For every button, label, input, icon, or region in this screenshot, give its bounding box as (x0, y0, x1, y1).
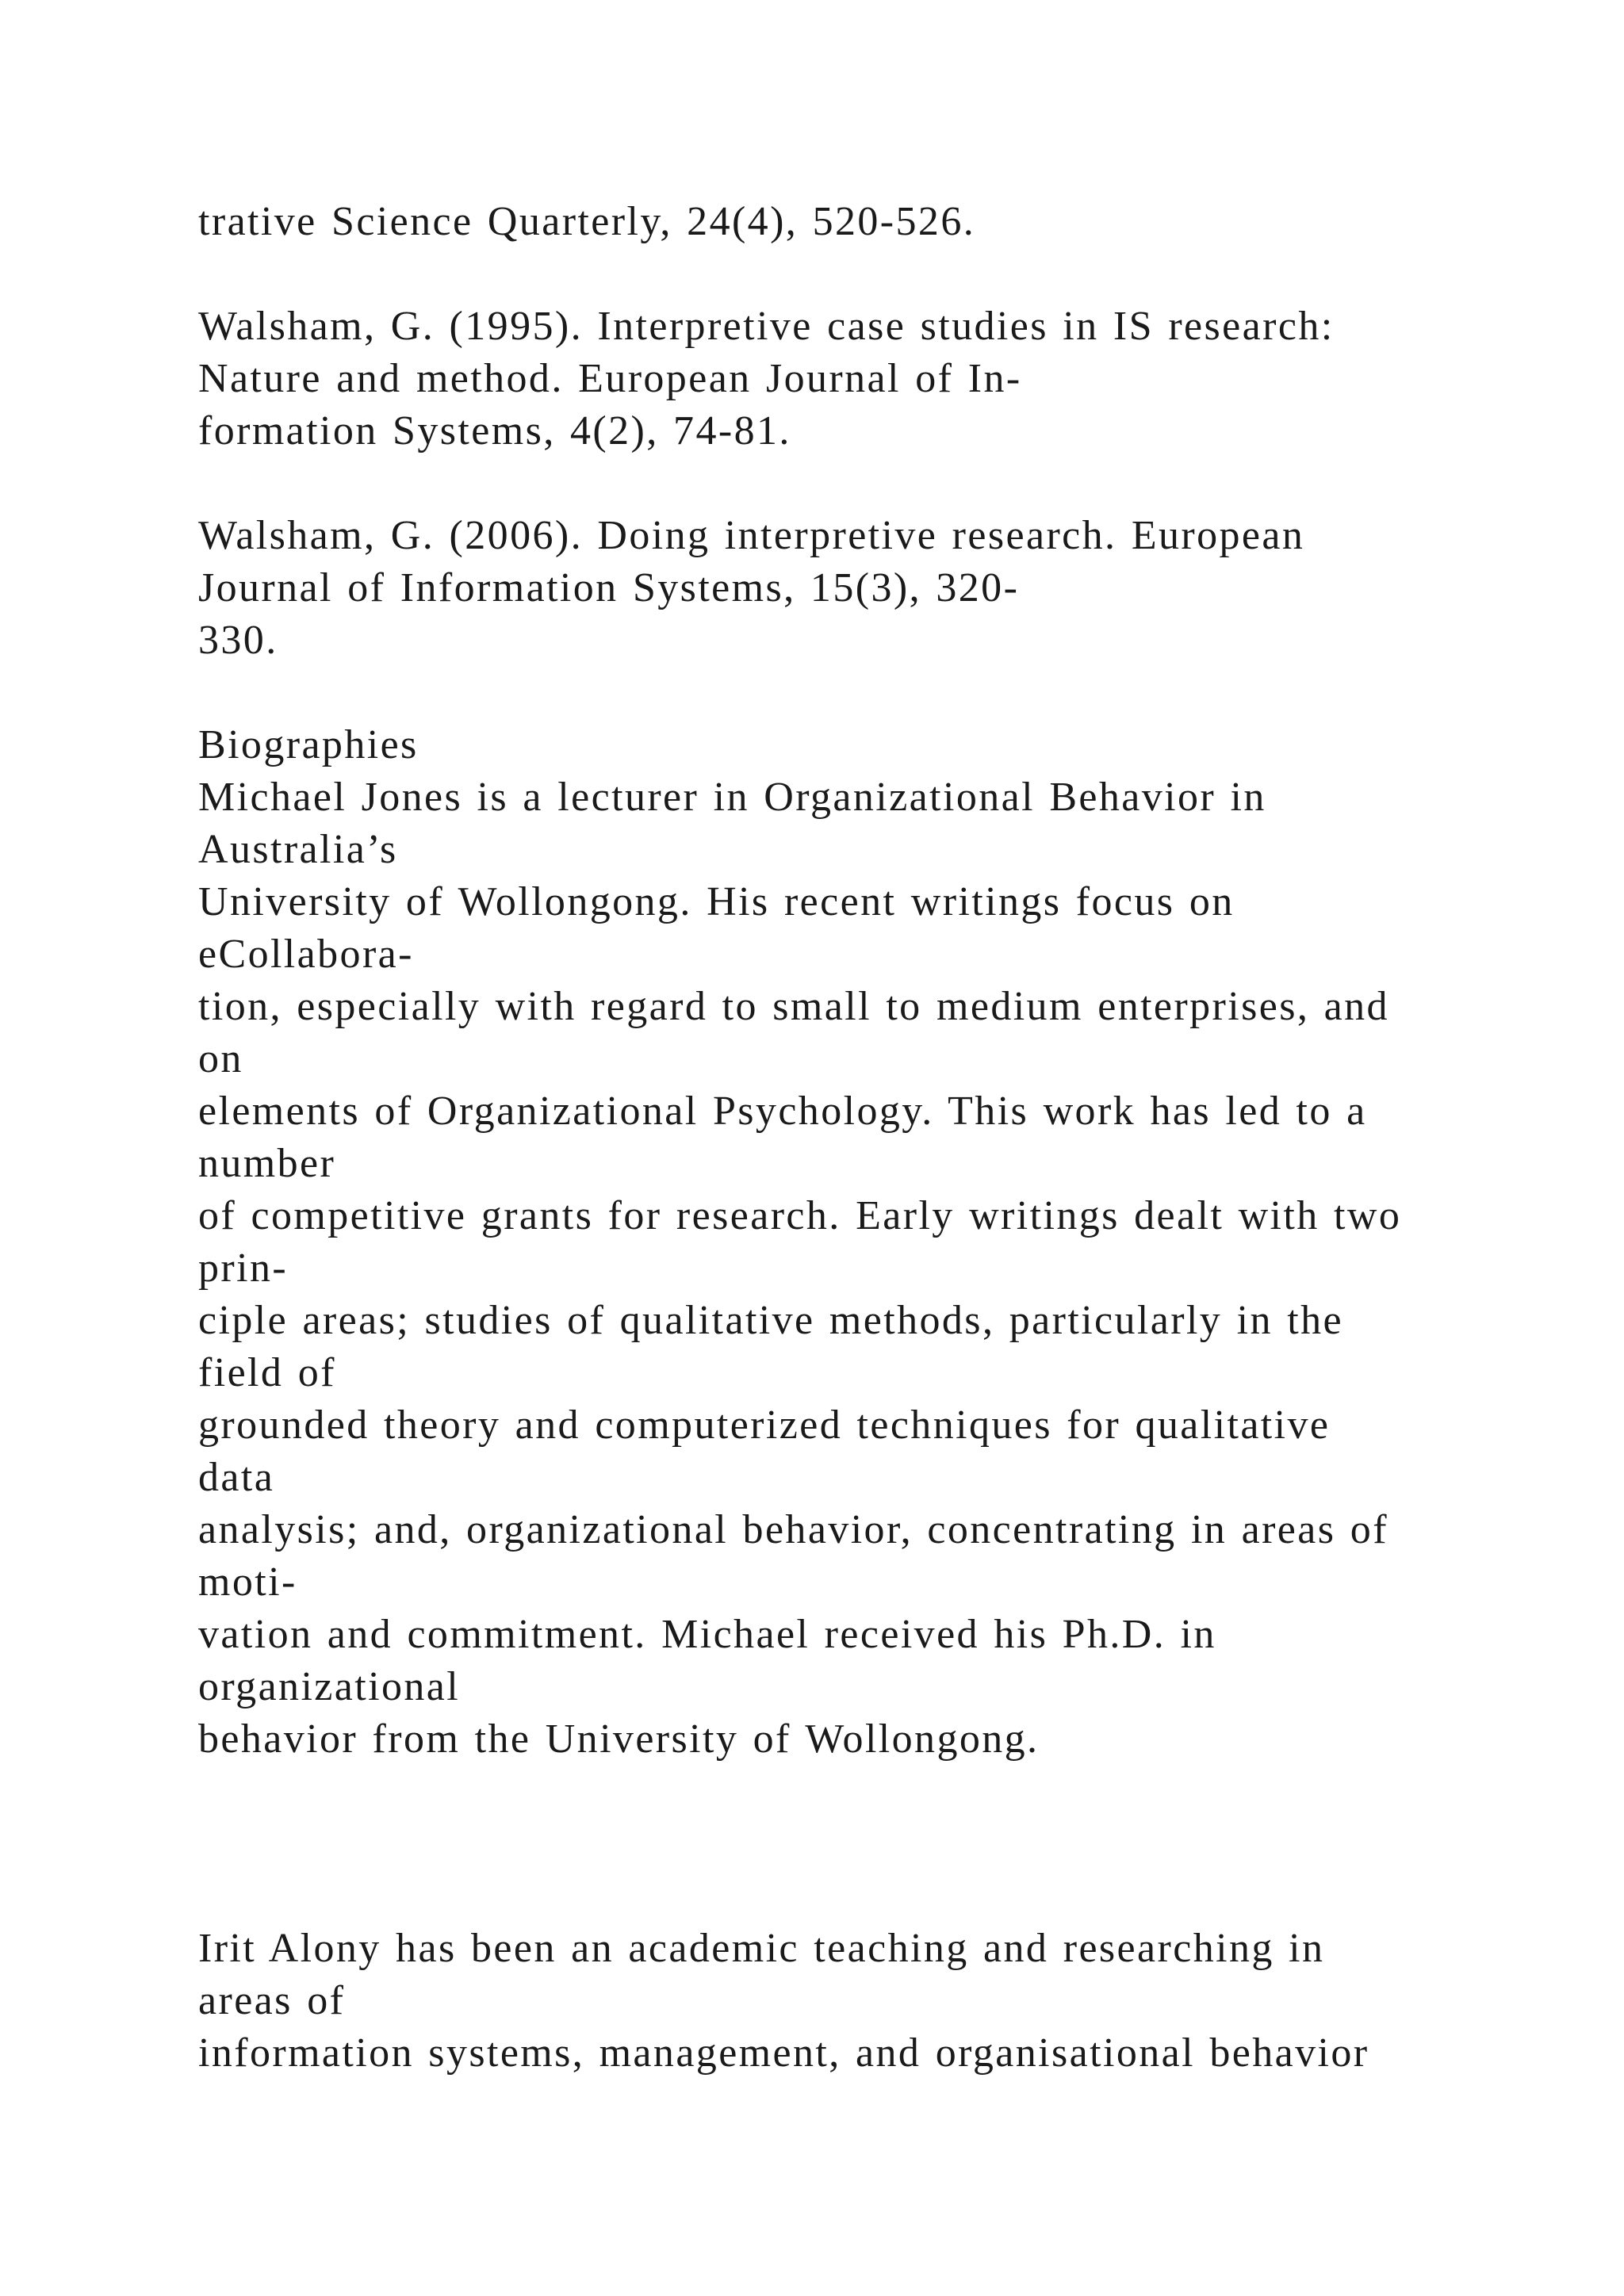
text-line: vation and commitment. Michael received his Ph.D. in (198, 1612, 1216, 1657)
text-line: Michael Jones is a lecturer in Organizational Behavior in (198, 775, 1266, 820)
text-line: Nature and method. European Journal of In- (198, 356, 1022, 401)
text-line: University of Wollongong. His recent writings focus on (198, 879, 1235, 924)
text-line: number (198, 1141, 336, 1186)
text-line: elements of Organizational Psychology. This work has led to a (198, 1089, 1367, 1134)
text-line: trative Science Quarterly, 24(4), 520-526. (198, 199, 976, 244)
text-line: behavior from the University of Wollongong. (198, 1716, 1040, 1762)
text-line: information systems, management, and organisational behavior (198, 2030, 1369, 2076)
biography-michael-jones (198, 771, 1546, 1766)
text-line: ciple areas; studies of qualitative methods, particularly in the (198, 1298, 1343, 1343)
text-line: Irit Alony has been an academic teaching and researching in (198, 1926, 1325, 1971)
biography-irit-alony (198, 1923, 1546, 2080)
text-line: field of (198, 1350, 336, 1395)
biographies-section (198, 719, 1546, 2080)
document-body (198, 196, 1546, 2080)
text-line: areas of (198, 1978, 346, 2023)
text-line: 330. (198, 618, 278, 663)
text-line: data (198, 1455, 275, 1500)
reference-continuation (198, 196, 1546, 248)
text-line: of competitive grants for research. Early writings dealt with two (198, 1193, 1402, 1238)
text-line: moti- (198, 1559, 297, 1605)
text-line: Walsham, G. (2006). Doing interpretive research. European (198, 513, 1305, 558)
text-line: organizational (198, 1664, 461, 1709)
text-line: prin- (198, 1246, 289, 1291)
text-line: formation Systems, 4(2), 74-81. (198, 408, 791, 453)
text-line: Walsham, G. (1995). Interpretive case studies in IS research: (198, 304, 1335, 349)
text-line: tion, especially with regard to small to medium enterprises, and (198, 984, 1389, 1029)
text-line: on (198, 1036, 243, 1081)
text-line: Journal of Information Systems, 15(3), 320- (198, 565, 1020, 610)
reference-walsham-1995 (198, 300, 1546, 457)
text-line: analysis; and, organizational behavior, concentrating in areas of (198, 1507, 1388, 1552)
text-line: eCollabora- (198, 932, 414, 977)
section-heading: Biographies (198, 722, 419, 767)
reference-walsham-2006 (198, 510, 1546, 667)
text-line: Australia’s (198, 827, 398, 872)
text-line: grounded theory and computerized techniques for qualitative (198, 1402, 1331, 1448)
